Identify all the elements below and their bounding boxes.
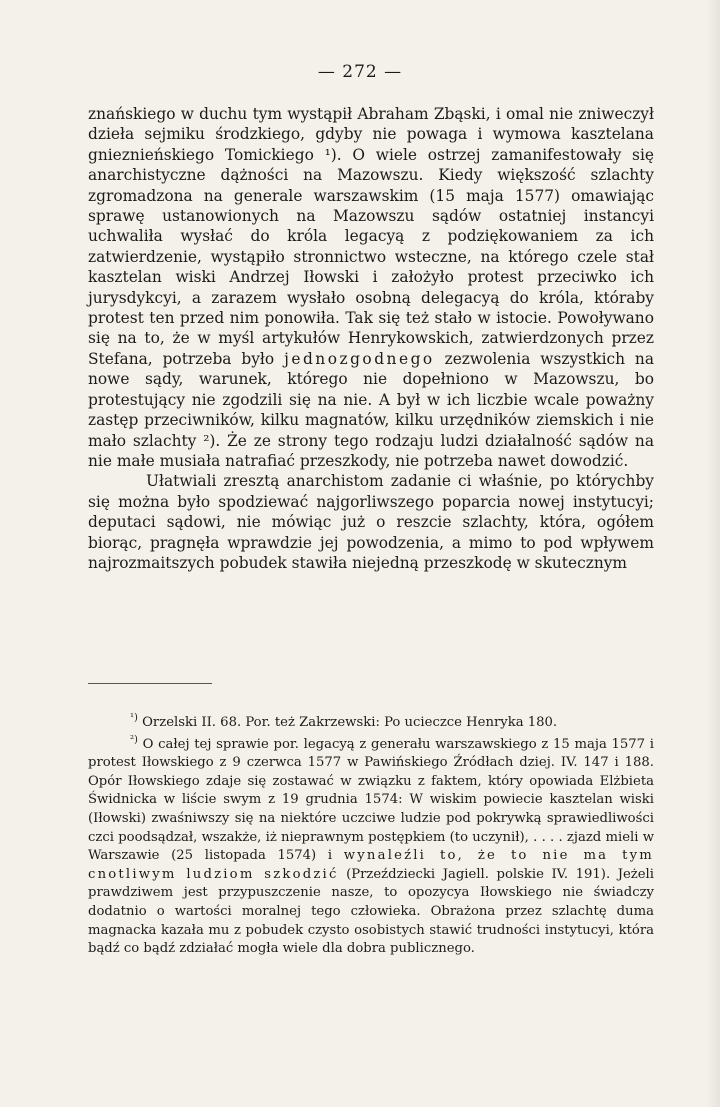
emphasis-spaced: jednozgodnego: [284, 349, 435, 368]
footnote-1-mark: ¹): [130, 712, 138, 724]
paragraph-2: Ułatwiali zresztą anarchistom zadanie ci właśnie, po którychby się można było spodziewać najgorliwszego poparcia nowej instytucyi; deputaci sądowi, nie mówiąc już o reszcie szlachty, która, ogółem biorąc, pragnęła wprawdzie jej powodzenia, a mimo to pod wpływem najrozmaitszych pobudek stawiła niejedną przeszkodę w skutecznym: [88, 472, 654, 572]
footnote-separator: [88, 683, 212, 684]
footnote-1: [88, 714, 654, 733]
page-number: — 272 —: [317, 62, 403, 82]
footnote-1-text: Orzelski II. 68. Por. też Zakrzewski: Po ucieczce Henryka 180.: [142, 715, 558, 730]
page-edge-shade: [706, 0, 720, 1107]
footnote-2-text-a: O całej tej sprawie por. legacyą z generału warszawskiego z 15 maja 1577 i protest Iłowskiego z 9 czerwca 1577 w Pawińskiego Źródłach dziej. IV. 147 i 188. Opór Iłowskiego zdaje się zostawać w związku z faktem, który opowiada Elżbieta Świdnicka w liście swym z 19 grudnia 1574: W wiskim powiecie kasztelan wiski (Iłowski) zwaśniwszy się na niektóre uczciwe ludzie pod pokrywką sprawiedliwości czci poodsądzał, wszakże, iż nieprawnym postępkiem (to uczynił), . . . . zjazd mieli w Warszawie (25 listopada 1574) i: [88, 736, 654, 864]
footnote-2-mark: ²): [130, 734, 138, 746]
footnote-2-spaced: wynaleźli to, że to nie ma tym cnotliwym ludziom szkodzić: [88, 848, 654, 882]
paragraph-1-text: znańskiego w duchu tym wystąpił Abraham Zbąski, i omal nie zniweczył dzieła sejmiku środzkiego, gdyby nie powaga i wymowa kasztelana gnieznieńskiego Tomickiego ¹). O wiele ostrzej zamanifestowały się anarchistyczne dążności na Mazowszu. Kiedy większość szlachty zgromadzona na generale warszawskim (15 maja 1577) omawiając sprawę ustanowionych na Mazowszu sądów ostatniej instancyi uchwaliła wysłać do króla legacyą z podziękowaniem za ich zatwierdzenie, wystąpiło stronnictwo wsteczne, na którego czele stał kasztelan wiski Andrzej Iłowski i założyło protest przeciwko ich jurysdykcyi, a zarazem wysłało osobną delegacyą do króla, któraby protest ten przed nim ponowiła. Tak się też stało w istocie. Powoływano się na to, że w myśl artykułów Henrykowskich, zatwierdzonych przez Stefana, potrzeba było: [88, 105, 654, 368]
footnotes: [88, 714, 654, 962]
footnote-2-text-b: (Przeździecki Jagiell. polskie IV. 191). Jeżeli prawdziwem jest przypuszczenie nasze, to opozycya Iłowskiego nie świadczy dodatnio o wartości moralnej tego człowieka. Obrażona przez szlachtę duma magnacka kazała mu z pobudek czysto osobistych stawić trudności instytucyi, która bądź co bądź zdziałać mogła wiele dla dobra publicznego.: [88, 866, 654, 957]
paragraph-1-rest: zezwolenia wszystkich na nowe sądy, warunek, którego nie dopełniono w Mazowszu, bo protestujący nie zgodzili się na nie. A był w ich liczbie wcale poważny zastęp przeciwników, kilku magnatów, kilku urzędników ziemskich i nie mało szlachty ²). Że ze strony tego rodzaju ludzi działalność sądów na nie małe musiała natrafiać przeszkody, nie potrzeba nawet dowodzić.: [88, 349, 654, 470]
footnote-2: [88, 736, 654, 959]
paragraph-1: [88, 104, 654, 471]
main-text: [88, 104, 654, 573]
